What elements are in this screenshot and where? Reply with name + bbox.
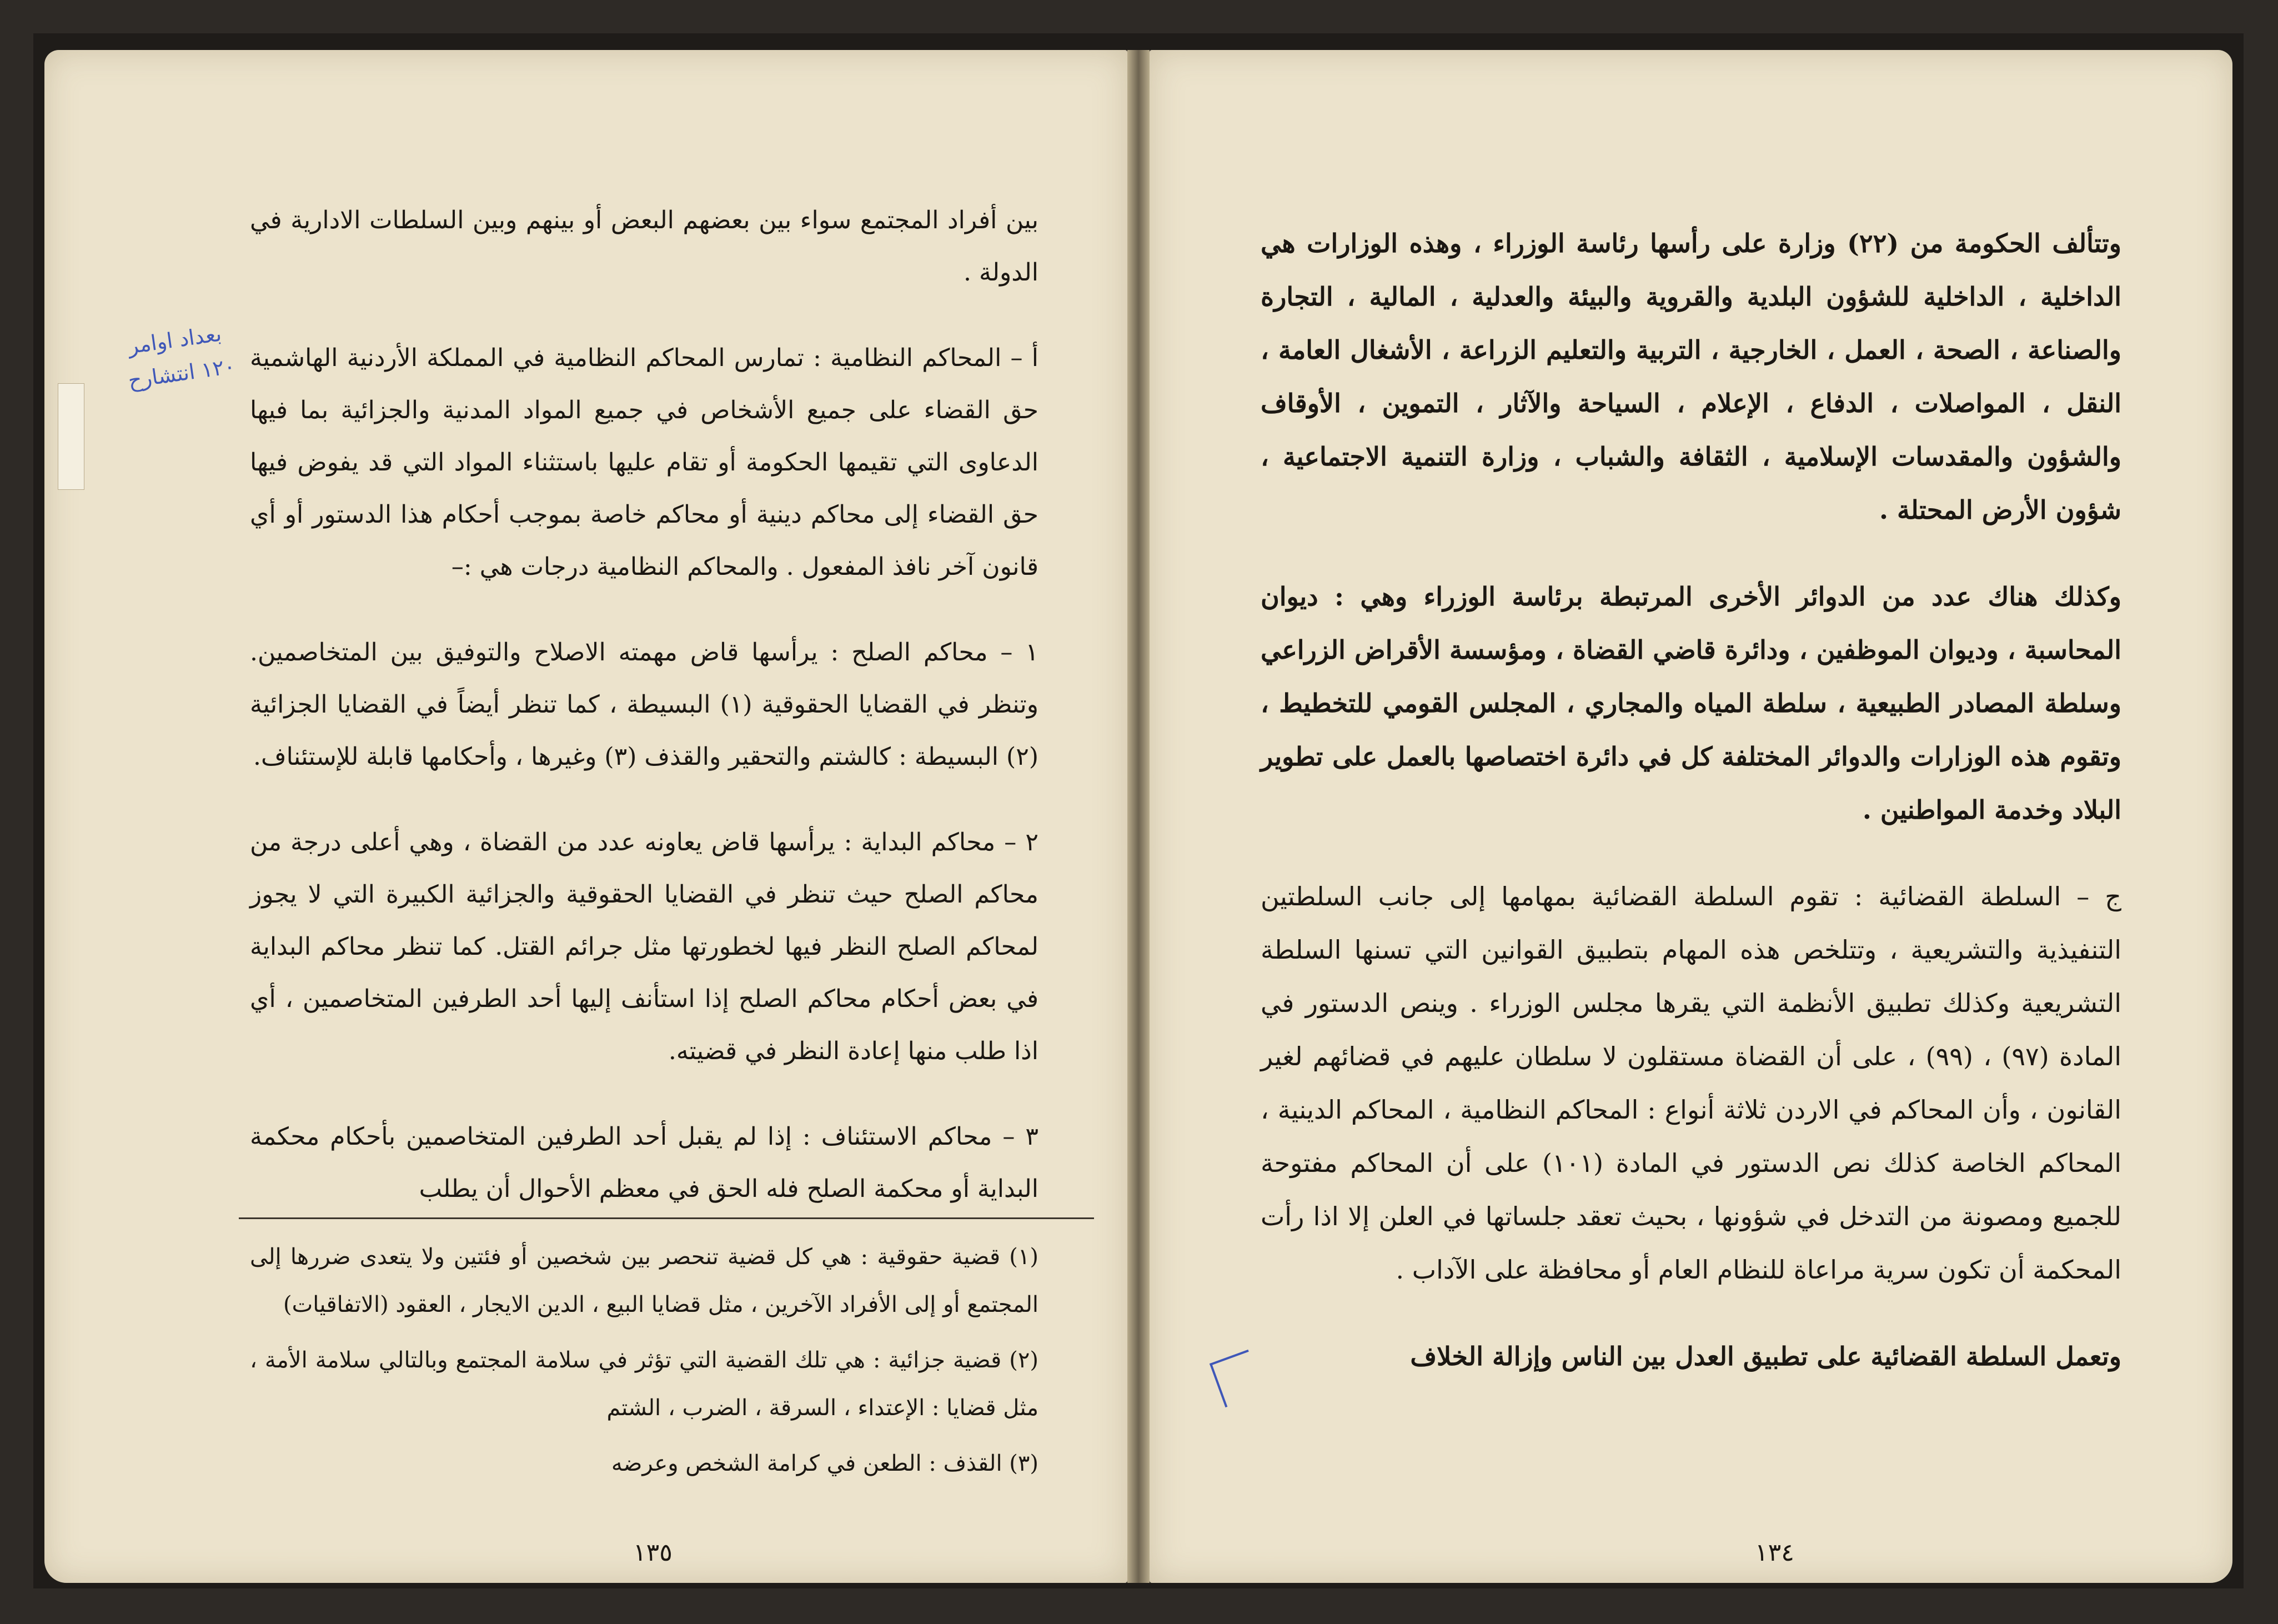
footnote-2: (٢) قضية جزائية : هي تلك القضية التي تؤثر في سلامة المجتمع وبالتالي سلامة الأمة ، مثل قضايا : الإعتداء ، السرقة ، الضرب ، الشتم — [250, 1347, 1039, 1421]
footnote-divider — [239, 1217, 1094, 1219]
right-page-number: ١٣٤ — [1755, 1538, 1794, 1567]
left-page-number: ١٣٥ — [633, 1538, 673, 1567]
paper-tab — [58, 383, 84, 490]
judicial-authority-paragraph: ج – السلطة القضائية : تقوم السلطة القضائية بمهامها إلى جانب السلطتين التنفيذية والتشريعية ، وتتلخص هذه المهام بتطبيق القوانين التي تسنها السلطة التشريعية وكذلك تطبيق الأنظمة التي يقرها مجلس الوزراء . وينص الدستور في المادة (٩٧) ، (٩٩) ، على أن القضاة مستقلون لا سلطان عليهم في قضائهم لغير القانون ، وأن المحاكم في الاردن ثلاثة أنواع : المحاكم النظامية ، المحاكم الدينية ، المحاكم الخاصة كذلك نص الدستور في المادة (١٠١) على أن المحاكم مفتوحة للجميع ومصونة من التدخل في شؤونها ، بحيث تعقد جلساتها في العلن إلا اذا رأت المحكمة أن تكون سرية مراعاة للنظام العام أو محافظة على الآداب . — [1261, 881, 2122, 1285]
book-gutter — [1127, 50, 1150, 1583]
footnotes — [250, 1233, 1038, 1495]
right-page — [1150, 50, 2232, 1583]
footnote-1: (١) قضية حقوقية : هي كل قضية تنحصر بين شخصين أو فئتين ولا يتعدى ضررها إلى المجتمع أو إلى الأفراد الآخرين ، مثل قضايا البيع ، الدين الايجار ، العقود (الاتفاقيات) — [250, 1244, 1038, 1317]
handwritten-note: بعداد اوامر — [126, 321, 223, 359]
left-page-body — [250, 194, 1038, 1223]
footnote-3: (٣) القذف : الطعن في كرامة الشخص وعرضه — [611, 1451, 1038, 1476]
intro-paragraph: بين أفراد المجتمع سواء بين بعضهم البعض أو بينهم وبين السلطات الادارية في الدولة . — [250, 206, 1038, 287]
item-1-paragraph: ١ – محاكم الصلح : يرأسها قاض مهمته الاصلاح والتوفيق بين المتخاصمين. وتنظر في القضايا الحقوقية (١) البسيطة ، كما تنظر أيضاً في القضايا الجزائية (٢) البسيطة : كالشتم والتحقير والقذف (٣) وغيرها ، وأحكامها قابلة للإستئناف. — [250, 638, 1038, 771]
item-2-paragraph: ٢ – محاكم البداية : يرأسها قاض يعاونه عدد من القضاة ، وهي أعلى درجة من محاكم الصلح حيث تنظر في القضايا الحقوقية والجزائية الكبيرة التي لا يجوز لمحاكم الصلح النظر فيها لخطورتها مثل جرائم القتل. كما تنظر محاكم البداية في بعض أحكام محاكم الصلح إذا استأنف إليها أحد الطرفين المتخاصمين ، أي اذا طلب منها إعادة النظر في قضيته. — [250, 828, 1038, 1065]
section-a-paragraph: أ – المحاكم النظامية : تمارس المحاكم النظامية في المملكة الأردنية الهاشمية حق القضاء على جميع الأشخاص في جميع المواد المدنية والجزائية بما فيها الدعاوى التي تقيمها الحكومة أو تقام عليها باستثناء المواد التي قد يفوض فيها حق القضاء إلى محاكم دينية أو محاكم خاصة بموجب أحكام هذا الدستور أو أي قانون آخر نافذ المفعول . والمحاكم النظامية درجات هي :– — [250, 344, 1038, 581]
closing-paragraph: وتعمل السلطة القضائية على تطبيق العدل بين الناس وإزالة الخلاف — [1410, 1341, 2121, 1371]
book-spread — [33, 33, 2244, 1588]
item-3-paragraph: ٣ – محاكم الاستئناف : إذا لم يقبل أحد الطرفين المتخاصمين بأحكام محكمة البداية أو محكمة الصلح فله الحق في معظم الأحوال أن يطلب — [250, 1122, 1038, 1203]
left-page — [44, 50, 1127, 1583]
departments-paragraph: وكذلك هناك عدد من الدوائر الأخرى المرتبطة برئاسة الوزراء وهي : ديوان المحاسبة ، وديوان الموظفين ، ودائرة قاضي القضاة ، ومؤسسة الأقراض الزراعي وسلطة المصادر الطبيعية ، سلطة المياه والمجاري ، المجلس القومي للتخطيط ، وتقوم هذه الوزارات والدوائر المختلفة كل في دائرة اختصاصها بالعمل على تطوير البلاد وخدمة المواطنين . — [1261, 582, 2121, 825]
government-paragraph: وتتألف الحكومة من (٢٢) وزارة على رأسها رئاسة الوزراء ، وهذه الوزارات هي الداخلية ، الداخلية للشؤون البلدية والقروية والبيئة والعدلية ، المالية ، التجارة والصناعة ، الصحة ، العمل ، الخارجية ، التربية والتعليم الزراعة ، الأشغال العامة ، النقل ، المواصلات ، الدفاع ، الإعلام ، السياحة والآثار ، التموين ، الأوقاف والشؤون والمقدسات الإسلامية ، الثقافة والشباب ، وزارة التنمية الاجتماعية ، شؤون الأرض المحتلة . — [1261, 228, 2122, 525]
right-page-body — [1261, 217, 2121, 1391]
handwritten-note-2: ١٢٠ انتشارح — [126, 353, 237, 393]
